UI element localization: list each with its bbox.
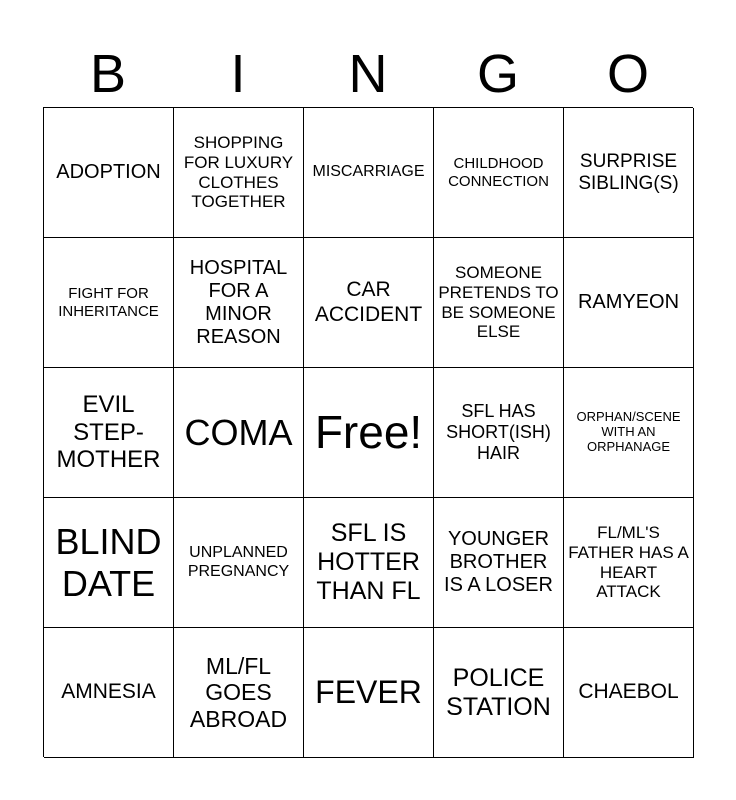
bingo-cell[interactable]: [174, 498, 304, 628]
cell-label: MISCARRIAGE: [312, 163, 425, 181]
header-letter-b: B: [89, 44, 127, 104]
bingo-cell[interactable]: [564, 368, 694, 498]
bingo-cell[interactable]: [44, 628, 174, 758]
cell-label: AMNESIA: [61, 680, 156, 704]
cell-label: FEVER: [315, 674, 422, 711]
header-letter-n: N: [348, 44, 388, 104]
cell-label: SURPRISE SIBLING(S): [578, 150, 679, 194]
free-space-label: Free!: [314, 406, 423, 459]
cell-label: BLIND DATE: [55, 521, 162, 604]
header-letter-g: G: [476, 44, 519, 104]
cell-label: FL/ML'S FATHER HAS A HEART ATTACK: [568, 523, 689, 602]
cell-label: HOSPITAL FOR A MINOR REASON: [189, 256, 288, 348]
cell-label: SFL HAS SHORT(ISH) HAIR: [446, 401, 551, 463]
bingo-cell[interactable]: [44, 238, 174, 368]
bingo-cell[interactable]: [434, 238, 564, 368]
bingo-cell[interactable]: [174, 108, 304, 238]
cell-label: ORPHAN/SCENE WITH AN ORPHANAGE: [576, 409, 681, 454]
header-letter-o: O: [606, 44, 649, 104]
free-space-cell[interactable]: [304, 368, 434, 498]
cell-label: COMA: [184, 411, 293, 453]
bingo-cell[interactable]: [304, 108, 434, 238]
header-letter-i: I: [230, 44, 246, 104]
bingo-cell[interactable]: [304, 628, 434, 758]
bingo-cell[interactable]: [304, 238, 434, 368]
bingo-cell[interactable]: [44, 108, 174, 238]
bingo-cell[interactable]: [434, 368, 564, 498]
bingo-header: [43, 40, 693, 108]
bingo-cell[interactable]: [564, 238, 694, 368]
cell-label: ADOPTION: [56, 161, 161, 183]
cell-label: EVIL STEP-MOTHER: [56, 391, 161, 474]
bingo-cell[interactable]: [564, 628, 694, 758]
bingo-cell[interactable]: [434, 498, 564, 628]
bingo-cell[interactable]: [44, 498, 174, 628]
cell-label: YOUNGER BROTHER IS A LOSER: [444, 528, 553, 596]
bingo-cell[interactable]: [304, 498, 434, 628]
cell-label: UNPLANNED PREGNANCY: [187, 544, 290, 580]
cell-label: SFL IS HOTTER THAN FL: [316, 519, 421, 605]
bingo-cell[interactable]: [44, 368, 174, 498]
cell-label: FIGHT FOR INHERITANCE: [58, 285, 159, 320]
cell-label: SOMEONE PRETENDS TO BE SOMEONE ELSE: [438, 263, 559, 342]
bingo-cell[interactable]: [434, 628, 564, 758]
cell-label: ML/FL GOES ABROAD: [189, 652, 288, 732]
cell-label: SHOPPING FOR LUXURY CLOTHES TOGETHER: [183, 133, 294, 212]
cell-label: CHILDHOOD CONNECTION: [448, 155, 549, 190]
bingo-board: [43, 107, 693, 757]
bingo-cell[interactable]: [434, 108, 564, 238]
cell-label: CAR ACCIDENT: [314, 278, 423, 326]
bingo-cell[interactable]: [564, 108, 694, 238]
cell-label: POLICE STATION: [446, 663, 551, 721]
bingo-cell[interactable]: [174, 628, 304, 758]
cell-label: RAMYEON: [577, 291, 680, 313]
bingo-cell[interactable]: [564, 498, 694, 628]
bingo-cell[interactable]: [174, 238, 304, 368]
cell-label: CHAEBOL: [578, 680, 679, 704]
bingo-cell[interactable]: [174, 368, 304, 498]
